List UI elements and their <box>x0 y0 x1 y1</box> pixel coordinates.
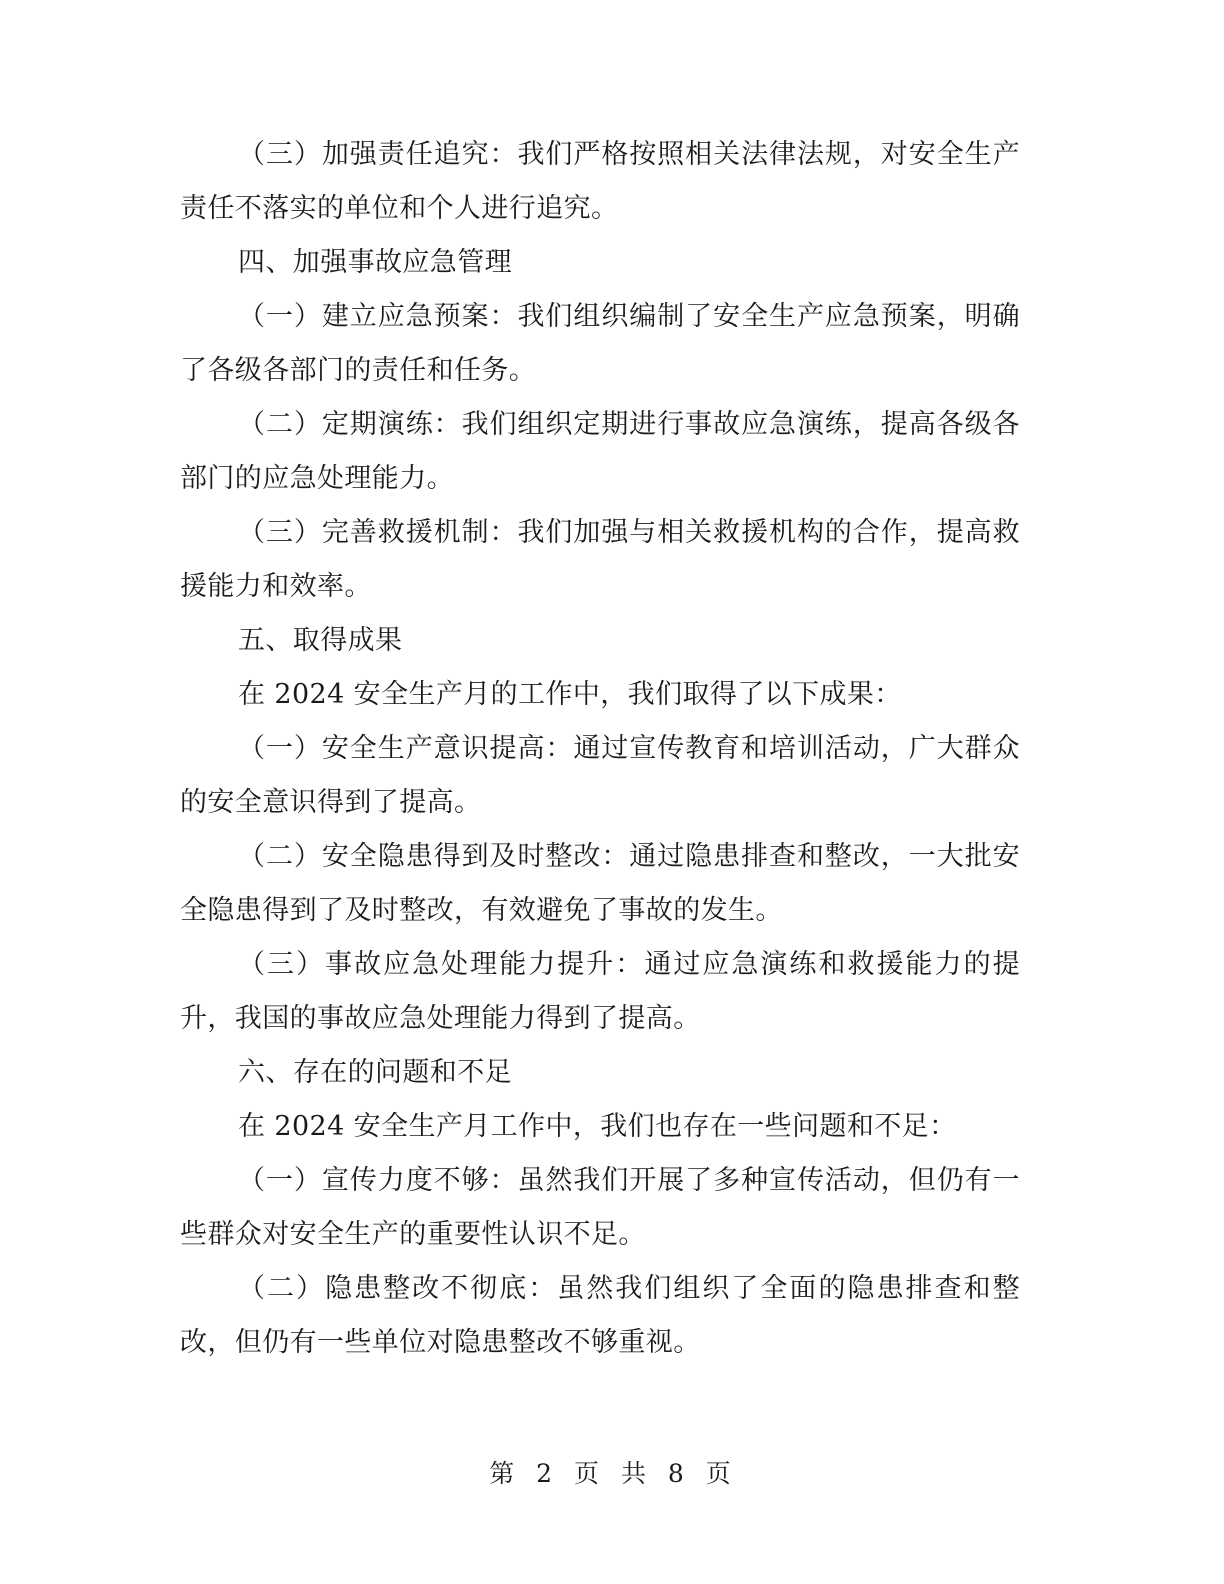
paragraph-emergency-plan: （一）建立应急预案：我们组织编制了安全生产应急预案，明确了各级各部门的责任和任务。 <box>180 301 1020 386</box>
section-heading-achievements: 五、取得成果 <box>238 625 403 656</box>
paragraph-awareness-improved: （一）安全生产意识提高：通过宣传教育和培训活动，广大群众的安全意识得到了提高。 <box>180 733 1020 818</box>
section-heading-problems: 六、存在的问题和不足 <box>238 1057 512 1088</box>
paragraph-emergency-capability: （三）事故应急处理能力提升：通过应急演练和救援能力的提升，我国的事故应急处理能力得到了提高。 <box>180 949 1020 1034</box>
paragraph-incomplete-rectification: （二）隐患整改不彻底：虽然我们组织了全面的隐患排查和整改，但仍有一些单位对隐患整改不够重视。 <box>180 1273 1020 1358</box>
paragraph-insufficient-publicity: （一）宣传力度不够：虽然我们开展了多种宣传活动，但仍有一些群众对安全生产的重要性认识不足。 <box>180 1165 1020 1250</box>
paragraph-rescue-mechanism: （三）完善救援机制：我们加强与相关救援机构的合作，提高救援能力和效率。 <box>180 517 1020 602</box>
paragraph-regular-drills: （二）定期演练：我们组织定期进行事故应急演练，提高各级各部门的应急处理能力。 <box>180 409 1020 494</box>
paragraph-problems-intro: 在 2024 安全生产月工作中，我们也存在一些问题和不足： <box>238 1111 957 1142</box>
paragraph-responsibility-accountability: （三）加强责任追究：我们严格按照相关法律法规，对安全生产责任不落实的单位和个人进行追究。 <box>180 139 1020 224</box>
paragraph-achievements-intro: 在 2024 安全生产月的工作中，我们取得了以下成果： <box>238 679 902 710</box>
section-heading-emergency-management: 四、加强事故应急管理 <box>238 247 512 278</box>
page-number: 第 2 页 共 8 页 <box>489 1459 735 1488</box>
document-body <box>180 128 1020 1370</box>
paragraph-hazards-rectified: （二）安全隐患得到及时整改：通过隐患排查和整改，一大批安全隐患得到了及时整改，有效避免了事故的发生。 <box>180 841 1020 926</box>
